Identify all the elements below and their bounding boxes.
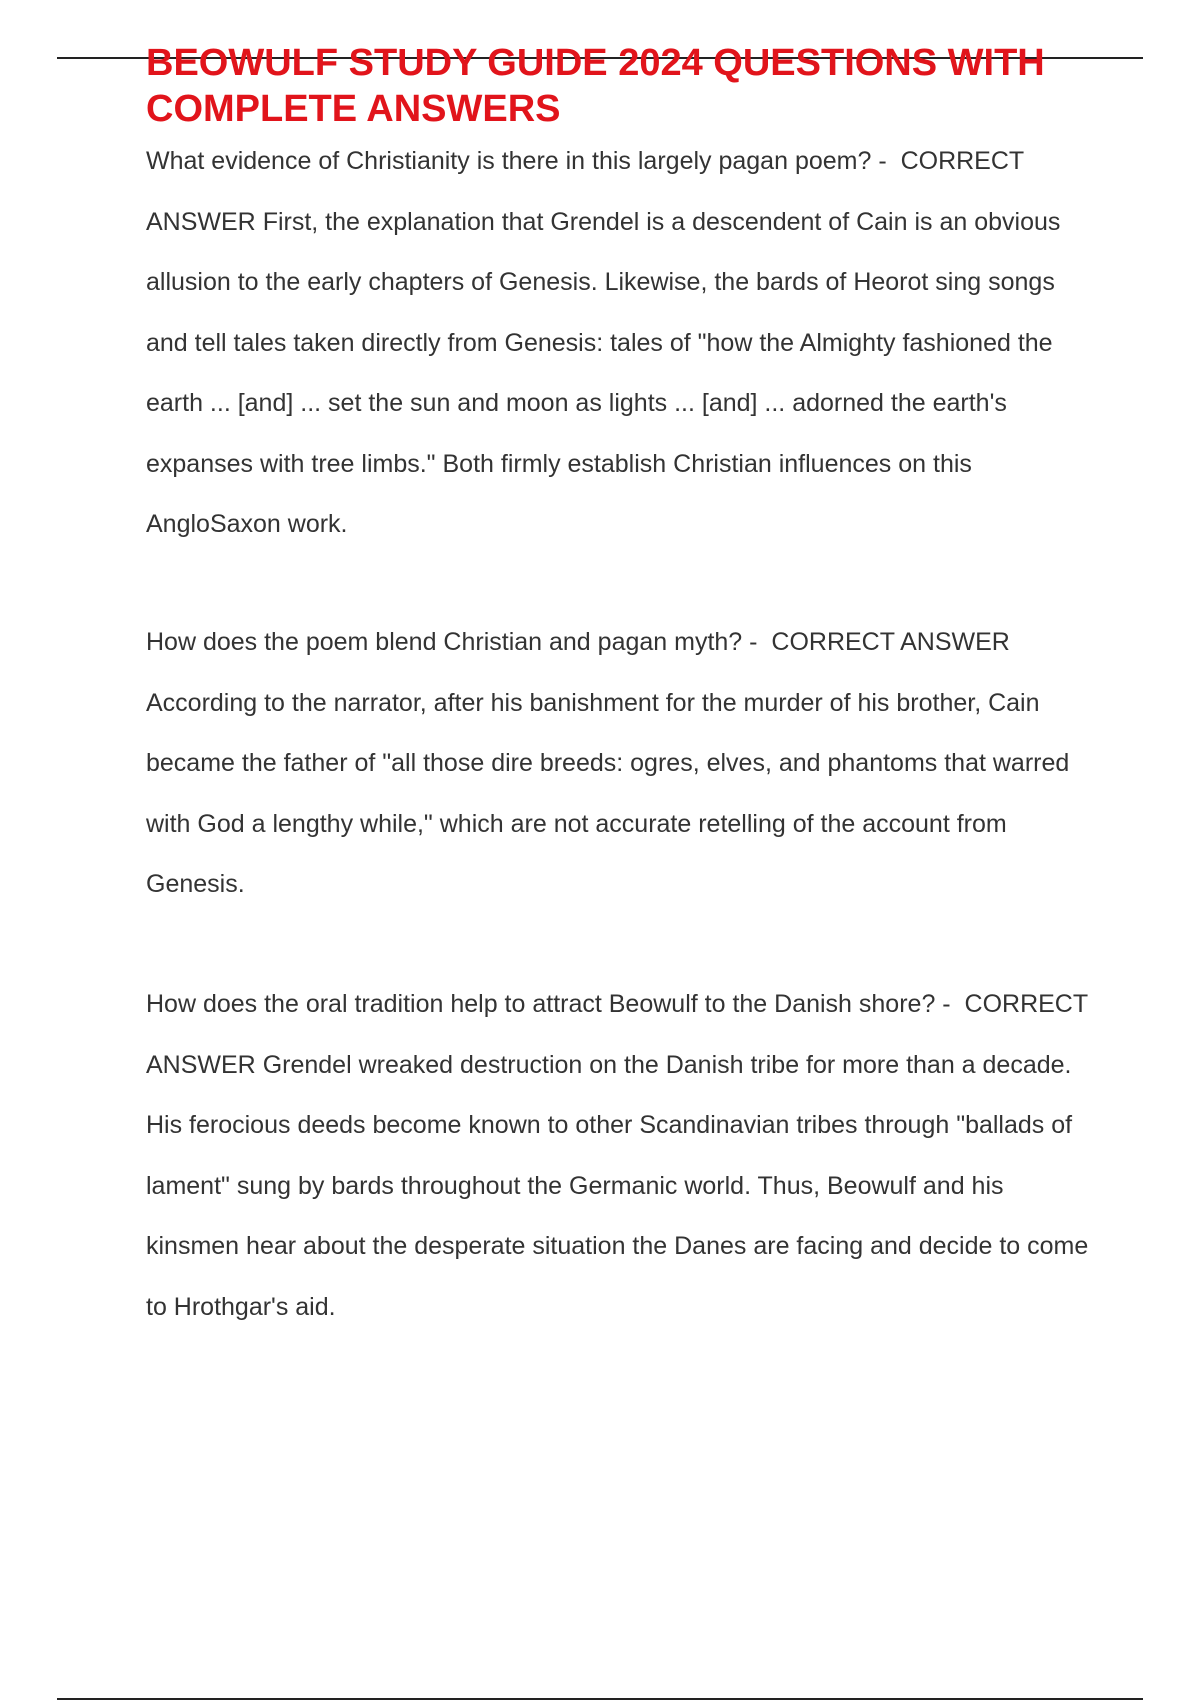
answer-label: CORRECT ANSWER	[146, 147, 1030, 236]
qa-entry-1	[146, 131, 1096, 555]
separator: -	[935, 990, 958, 1018]
qa-entry-3	[146, 974, 1096, 1337]
question-text: How does the oral tradition help to attract Beowulf to the Danish shore?	[146, 990, 936, 1018]
qa-entry-2	[146, 612, 1096, 915]
document-title: BEOWULF STUDY GUIDE 2024 QUESTIONS WITH COMPLETE ANSWERS	[146, 42, 1045, 130]
answer-text: According to the narrator, after his banishment for the murder of his brother, Cain became the father of "all those dire breeds: ogres, elves, and phantoms that warred with God a lengthy while," which are not accurate retelling of the account from Genesis.	[146, 688, 1077, 898]
question-text: How does the poem blend Christian and pagan myth?	[146, 628, 743, 656]
answer-label: CORRECT ANSWER	[771, 628, 1010, 656]
answer-text: Grendel wreaked destruction on the Danish tribe for more than a decade. His ferocious deeds become known to other Scandinavian tribes through "ballads of lament" sung by bards throughout the Germanic world. Thus, Beowulf and his kinsmen hear about the desperate situation the Danes are facing and decide to come to Hrothgar's aid.	[146, 1050, 1096, 1321]
separator: -	[871, 147, 894, 175]
question-text: What evidence of Christianity is there in this largely pagan poem?	[146, 147, 872, 175]
separator: -	[742, 628, 765, 656]
answer-label: CORRECT ANSWER	[146, 990, 1094, 1079]
answer-text: First, the explanation that Grendel is a descendent of Cain is an obvious allusion to the early chapters of Genesis. Likewise, the bards of Heorot sing songs and tell tales taken directly from Genesis: tales of "how the Almighty fashioned the earth ... [and] ... set the sun and moon as lights ... [and] ... adorned the earth's expanses with tree limbs." Both firmly establish Christian influences on this AngloSaxon work.	[146, 207, 1068, 538]
